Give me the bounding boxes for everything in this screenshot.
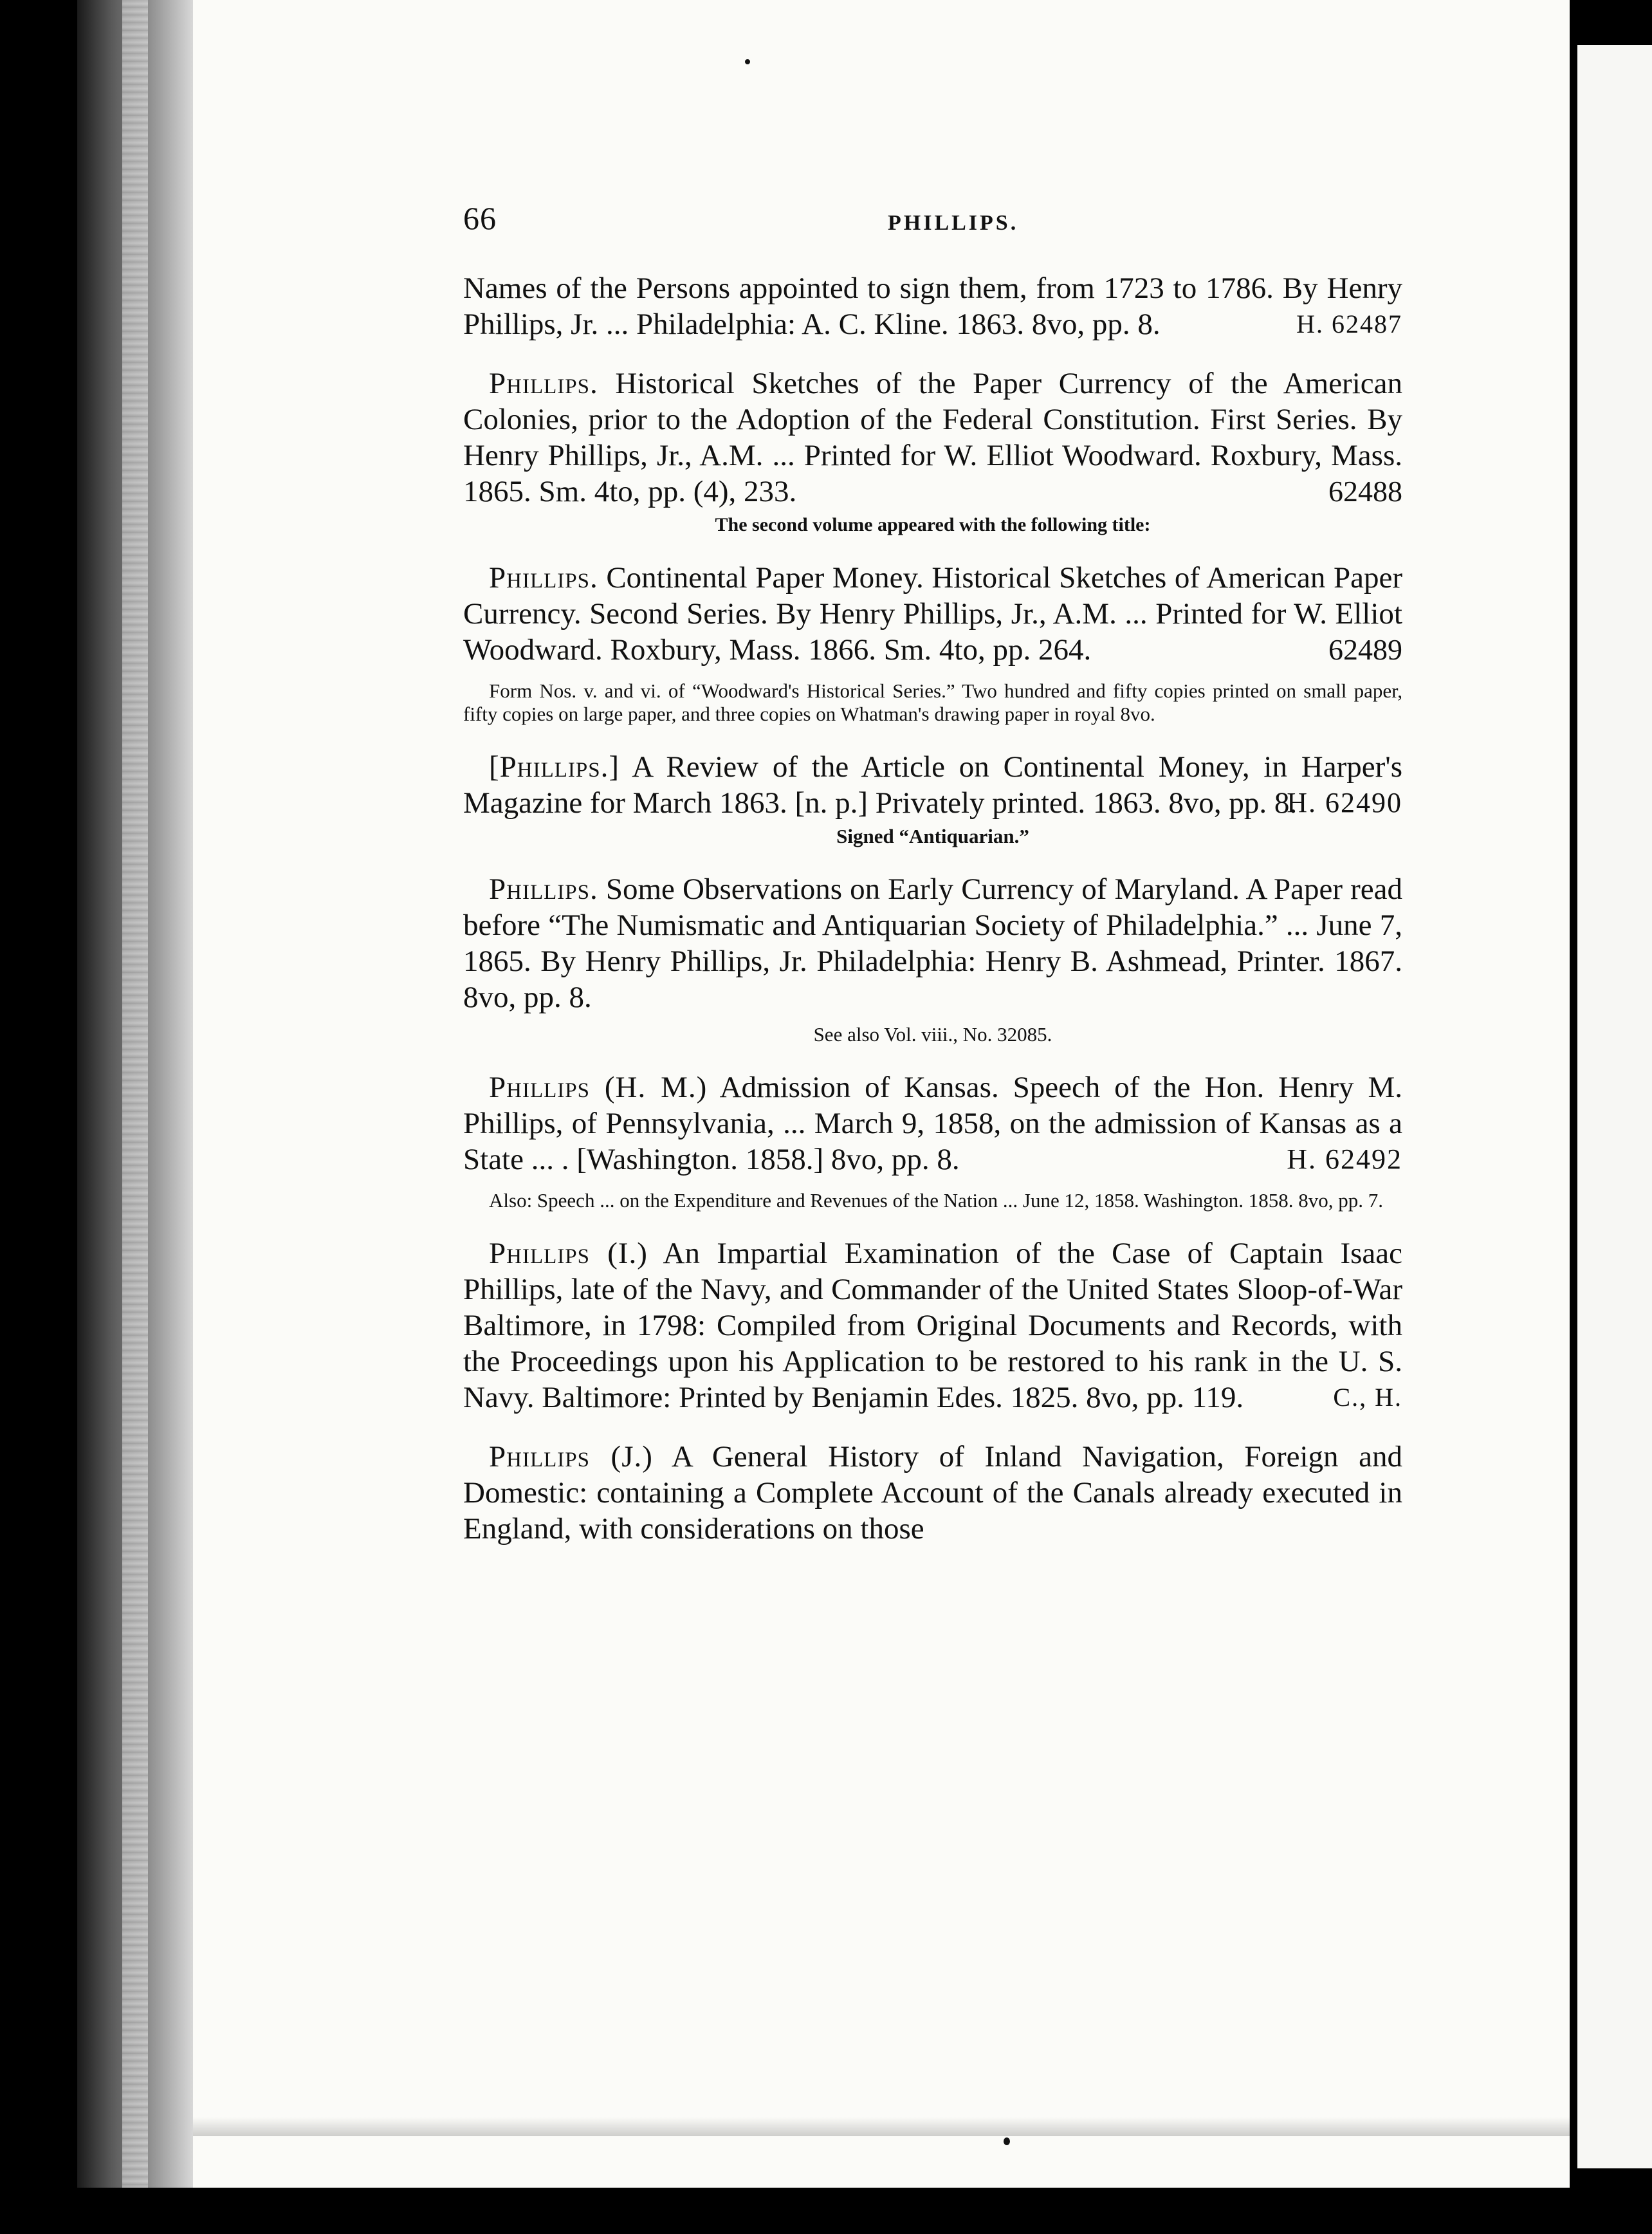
- entry-text: An Impartial Examination of the Case of Captain Isaac Phillips, late of the Navy, and Commander of the United States Sloop-of-War Baltimore, in 1798: Compiled from Original Documents and Records, with the Proceedings upon his Application to be restored to his rank in the U. S. Navy. Baltimore: Printed by Benjamin Edes. 1825. 8vo, pp. 119.: [463, 1237, 1402, 1414]
- bottom-border: [0, 2188, 1652, 2234]
- entry-note: Form Nos. v. and vi. of “Woodward's Historical Series.” Two hundred and fifty copies printed on small paper, fifty copies on large paper, and three copies on Whatman's drawing paper in royal 8vo.: [463, 679, 1402, 725]
- right-page-sliver: [1577, 45, 1652, 2168]
- entry-number: C., H.: [1333, 1383, 1402, 1412]
- page-text: [463, 199, 1402, 1570]
- entry-text: Names of the Persons appointed to sign them, from 1723 to 1786. By Henry Phillips, Jr. ... Philadelphia: A. C. Kline. 1863. 8vo, pp. 8.: [463, 272, 1402, 341]
- entry-lead: Phillips (H. M.): [489, 1071, 708, 1104]
- bibliography-entry: [463, 1439, 1402, 1547]
- page-bottom-shadow: [193, 2117, 1570, 2136]
- entry-lead: Phillips (I.): [489, 1237, 648, 1270]
- entry-text: Admission of Kansas. Speech of the Hon. Henry M. Phillips, of Pennsylvania, ... March 9, 1858, on the admission of Kansas as a State ... . [Washington. 1858.] 8vo, pp. 8.: [463, 1071, 1402, 1176]
- entry-number: 62488: [1328, 475, 1402, 508]
- entry-text: A Review of the Article on Continental Money, in Harper's Magazine for March 1863. [n. p.] Privately printed. 1863. 8vo, pp. 8.: [463, 750, 1402, 820]
- entry-text: Historical Sketches of the Paper Currency of the American Colonies, prior to the Adoption of the Federal Constitution. First Series. By Henry Phillips, Jr., A.M. ... Printed for W. Elliot Woodward. Roxbury, Mass. 1865. Sm. 4to, pp. (4), 233.: [463, 367, 1402, 508]
- entry-lead: Phillips.: [489, 367, 598, 400]
- entry-note: The second volume appeared with the following title:: [715, 514, 1151, 535]
- entry-number: H. 62492: [1287, 1143, 1402, 1175]
- entry-text: A General History of Inland Navigation, Foreign and Domestic: containing a Complete Account of the Canals already executed in England, with considerations on those: [463, 1440, 1402, 1546]
- entry-lead: Phillips.: [489, 872, 598, 906]
- running-head: PHILLIPS.: [888, 211, 1019, 235]
- entry-lead: Phillips.: [489, 561, 598, 595]
- entry-number: H. 62487: [1296, 309, 1402, 338]
- bibliography-entry: [463, 871, 1402, 1015]
- scan-speck: [745, 59, 750, 64]
- entry-note: Signed “Antiquarian.”: [836, 825, 1029, 847]
- entry-note: See also Vol. viii., No. 32085.: [813, 1023, 1052, 1046]
- entry-number: H. 62490: [1287, 787, 1402, 818]
- entry-lead: Phillips (J.): [489, 1440, 653, 1473]
- bibliography-entry: [463, 749, 1402, 821]
- entry-number: 62489: [1328, 633, 1402, 666]
- entry-text: Some Observations on Early Currency of Maryland. A Paper read before “The Numismatic and Antiquarian Society of Philadelphia.” ... June 7, 1865. By Henry Phillips, Jr. Philadelphia: Henry B. Ashmead, Printer. 1867. 8vo, pp. 8.: [463, 872, 1402, 1014]
- entry-note: Also: Speech ... on the Expenditure and Revenues of the Nation ... June 12, 1858. Washington. 1858. 8vo, pp. 7.: [489, 1189, 1384, 1212]
- page-number: 66: [463, 200, 497, 236]
- entry-lead: [Phillips.]: [489, 750, 620, 784]
- scan-speck: [1004, 2137, 1010, 2145]
- entry-text: Continental Paper Money. Historical Sketches of American Paper Currency. Second Series. By Henry Phillips, Jr., A.M. ... Printed for W. Elliot Woodward. Roxbury, Mass. 1866. Sm. 4to, pp. 264.: [463, 561, 1402, 667]
- page-header: [463, 199, 1402, 270]
- book-gutter: [122, 0, 148, 2234]
